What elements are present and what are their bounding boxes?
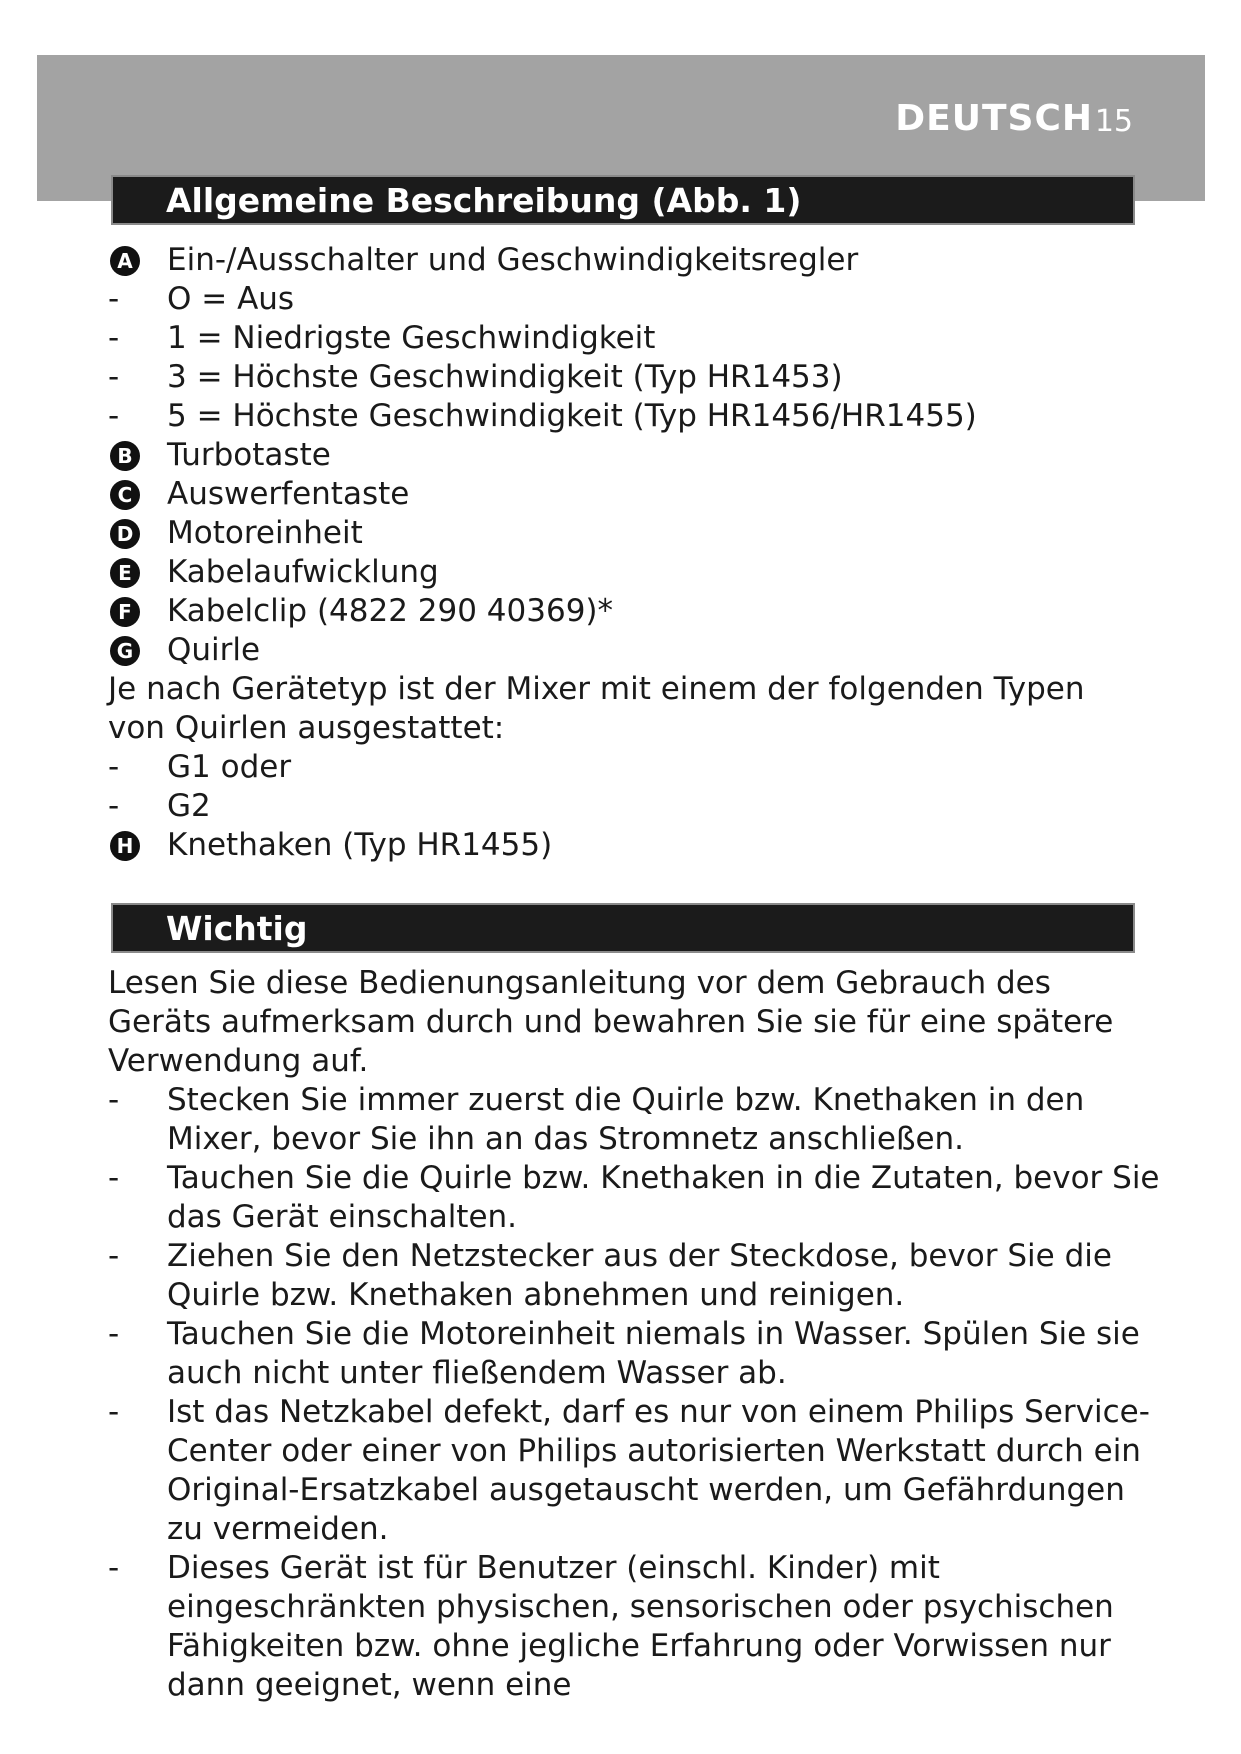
important-list: [108, 964, 1160, 1705]
list-item: E Kabelaufwicklung: [108, 553, 1148, 592]
list-item: D Motoreinheit: [108, 514, 1148, 553]
list-item: - G1 oder: [108, 749, 292, 785]
bullet-item: - Ist das Netzkabel defekt, darf es nur von einem Philips Service-Center oder einer von Philips autorisierten Werkstatt durch ein Original-Ersatzkabel ausgetauscht werden, um Gefährdungen zu vermeiden.: [108, 1394, 1150, 1547]
letter-badge-icon: C: [110, 480, 140, 510]
list-item: - G2: [108, 788, 211, 824]
section-heading-description: [111, 175, 1135, 225]
page-number: 15: [1094, 104, 1133, 139]
section-title: Allgemeine Beschreibung (Abb. 1): [166, 181, 802, 220]
bullet-item: - Tauchen Sie die Quirle bzw. Knethaken in die Zutaten, bevor Sie das Gerät einschalten.: [108, 1160, 1160, 1235]
list-item: A Ein-/Ausschalter und Geschwindigkeitsregler: [108, 241, 1148, 280]
bullet-item: - Dieses Gerät ist für Benutzer (einschl. Kinder) mit eingeschränkten physischen, sensorischen oder psychischen Fähigkeiten bzw. ohne jegliche Erfahrung oder Vorwissen nur dann geeignet, wenn eine: [108, 1550, 1114, 1703]
intro-paragraph: Lesen Sie diese Bedienungsanleitung vor dem Gebrauch des Geräts aufmerksam durch und bewahren Sie sie für eine spätere Verwendung auf.: [108, 965, 1114, 1079]
list-item: B Turbotaste: [108, 436, 1148, 475]
letter-badge-icon: A: [110, 246, 140, 276]
letter-badge-icon: F: [110, 597, 140, 627]
letter-badge-icon: H: [110, 831, 140, 861]
bullet-item: - Stecken Sie immer zuerst die Quirle bzw. Knethaken in den Mixer, bevor Sie ihn an das Stromnetz anschließen.: [108, 1082, 1085, 1157]
bullet-item: - Tauchen Sie die Motoreinheit niemals in Wasser. Spülen Sie sie auch nicht unter fließendem Wasser ab.: [108, 1316, 1140, 1391]
bullet-item: - Ziehen Sie den Netzstecker aus der Steckdose, bevor Sie die Quirle bzw. Knethaken abnehmen und reinigen.: [108, 1238, 1112, 1313]
language-label: DEUTSCH: [895, 98, 1093, 139]
list-item: - 1 = Niedrigste Geschwindigkeit: [108, 320, 656, 356]
letter-badge-icon: B: [110, 441, 140, 471]
letter-badge-icon: G: [110, 636, 140, 666]
list-item: - 5 = Höchste Geschwindigkeit (Typ HR1456/HR1455): [108, 398, 977, 434]
beater-type-note: Je nach Gerätetyp ist der Mixer mit einem der folgenden Typen von Quirlen ausgestattet:: [108, 671, 1085, 746]
list-item: H Knethaken (Typ HR1455): [108, 826, 1148, 865]
section-title: Wichtig: [166, 909, 308, 948]
list-item: G Quirle: [108, 631, 1148, 670]
list-item: - O = Aus: [108, 281, 295, 317]
section-heading-important: [111, 903, 1135, 953]
list-item: C Auswerfentaste: [108, 475, 1148, 514]
list-item: F Kabelclip (4822 290 40369)*: [108, 592, 1148, 631]
letter-badge-icon: D: [110, 519, 140, 549]
letter-badge-icon: E: [110, 558, 140, 588]
description-list: [108, 241, 1148, 865]
list-item: - 3 = Höchste Geschwindigkeit (Typ HR1453): [108, 359, 843, 395]
